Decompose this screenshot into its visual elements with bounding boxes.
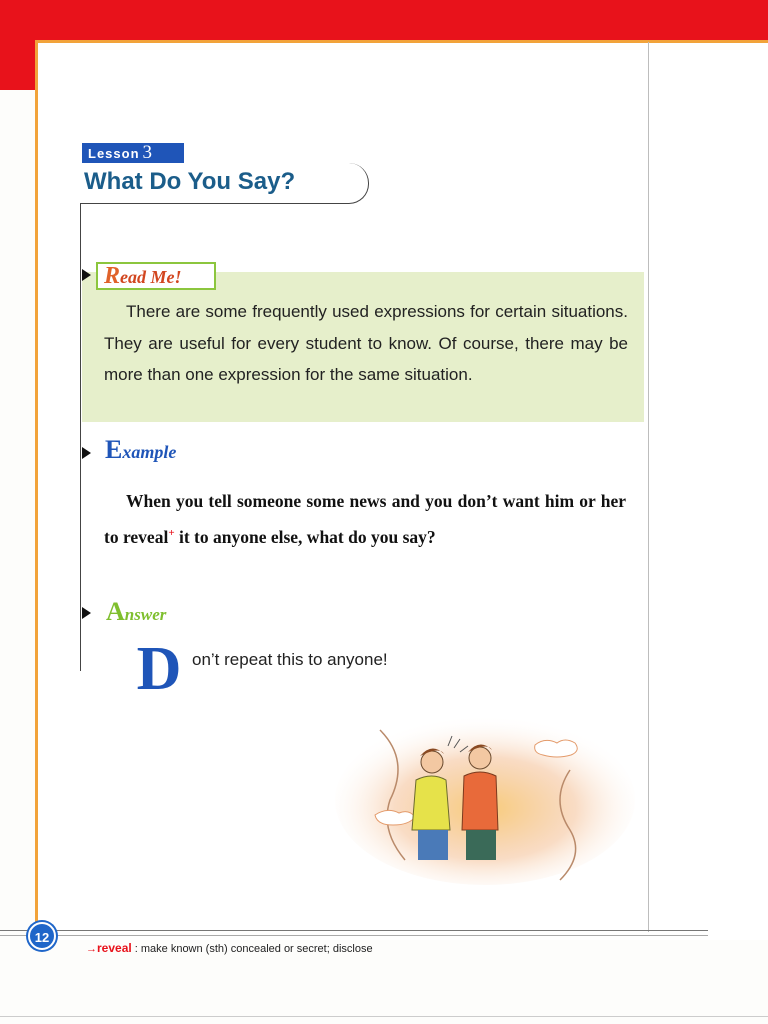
- footnote-definition: : make known (sth) concealed or secret; disclose: [131, 943, 373, 955]
- page-title: What Do You Say?: [84, 168, 296, 195]
- answer-label: [106, 597, 166, 627]
- answer-dropcap: D: [136, 635, 182, 703]
- example-arrow-icon: [82, 447, 91, 459]
- answer-label-rest: nswer: [124, 605, 167, 624]
- example-label-rest: xample: [122, 442, 177, 462]
- footnote: [86, 941, 373, 955]
- footnote-arrow-icon: →: [86, 943, 97, 955]
- lesson-tag: [82, 143, 184, 163]
- left-red-band: [0, 0, 35, 90]
- readme-arrow-icon: [82, 269, 91, 281]
- example-text-after: it to anyone else, what do you say?: [174, 526, 436, 547]
- example-text: [104, 485, 626, 553]
- footnote-term: reveal: [97, 941, 132, 955]
- section-side-rule: [80, 203, 81, 671]
- footer-rule-bottom: [0, 935, 708, 936]
- example-label: [105, 435, 176, 465]
- lesson-label: Lesson: [88, 146, 140, 161]
- speech-cloud-right: [535, 740, 578, 757]
- readme-label-cap: R: [104, 263, 121, 289]
- footer-rule-top: [0, 930, 708, 931]
- whispering-people-illustration: [320, 690, 640, 890]
- example-text-before: When you tell someone some news and you don’t want him or her to reveal: [104, 491, 626, 547]
- readme-text: There are some frequently used expressions for certain situations. They are useful for every student to know. Of course, there may be more than one expression for the same situation.: [104, 302, 628, 384]
- example-label-cap: E: [105, 435, 123, 464]
- readme-label: [96, 262, 216, 290]
- lesson-number: 3: [142, 142, 154, 163]
- right-margin-rule: [648, 42, 649, 932]
- answer-label-cap: A: [106, 597, 125, 626]
- footnote-marker: +: [168, 527, 175, 539]
- readme-label-rest: ead Me!: [120, 267, 182, 287]
- answer-text: on’t repeat this to anyone!: [192, 650, 388, 669]
- answer-arrow-icon: [82, 607, 91, 619]
- page-bottom-edge: [0, 1016, 768, 1017]
- top-red-band: [0, 0, 768, 40]
- page-number-badge: 12: [28, 922, 56, 950]
